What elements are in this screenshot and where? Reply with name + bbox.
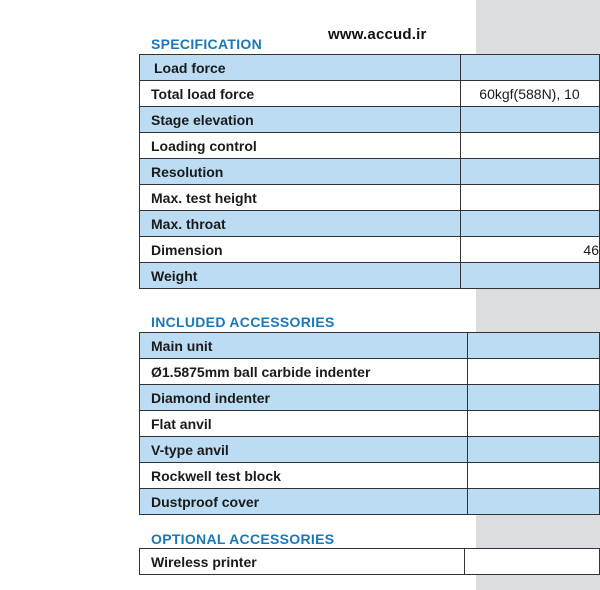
row-value — [461, 55, 600, 81]
row-label: Diamond indenter — [140, 385, 468, 411]
row-value — [461, 211, 600, 237]
table-row — [140, 437, 600, 463]
included-accessories-title: INCLUDED ACCESSORIES — [151, 314, 335, 330]
table-row — [140, 185, 600, 211]
row-label: Stage elevation — [140, 107, 461, 133]
row-value — [461, 185, 600, 211]
row-label: Weight — [140, 263, 461, 289]
table-row — [140, 549, 600, 575]
row-label: Resolution — [140, 159, 461, 185]
row-label: Ø1.5875mm ball carbide indenter — [140, 359, 468, 385]
row-label: Main unit — [140, 333, 468, 359]
row-value — [461, 159, 600, 185]
table-row — [140, 159, 600, 185]
row-label: Dustproof cover — [140, 489, 468, 515]
row-label: Dimension — [140, 237, 461, 263]
table-row — [140, 359, 600, 385]
table-row — [140, 263, 600, 289]
table-row — [140, 107, 600, 133]
row-label: Rockwell test block — [140, 463, 468, 489]
row-value — [468, 437, 600, 463]
table-row — [140, 133, 600, 159]
watermark-url: www.accud.ir — [328, 26, 427, 43]
row-value — [461, 133, 600, 159]
optional-accessories-table — [139, 548, 600, 575]
row-value — [468, 333, 600, 359]
row-value — [468, 489, 600, 515]
table-row — [140, 333, 600, 359]
row-label: Max. test height — [140, 185, 461, 211]
row-label: V-type anvil — [140, 437, 468, 463]
specification-table — [139, 54, 600, 289]
row-value — [468, 385, 600, 411]
row-label: Flat anvil — [140, 411, 468, 437]
table-row — [140, 81, 600, 107]
optional-accessories-title: OPTIONAL ACCESSORIES — [151, 531, 335, 547]
row-value — [461, 107, 600, 133]
row-label: Loading control — [140, 133, 461, 159]
row-value — [465, 549, 600, 575]
table-row — [140, 489, 600, 515]
row-value: 60kgf(588N), 10 — [461, 81, 600, 107]
row-value — [461, 263, 600, 289]
table-row — [140, 411, 600, 437]
row-value: 46 — [461, 237, 600, 263]
table-row — [140, 211, 600, 237]
table-row — [140, 385, 600, 411]
included-accessories-table — [139, 332, 600, 515]
row-label: Total load force — [140, 81, 461, 107]
table-row — [140, 463, 600, 489]
specification-title: SPECIFICATION — [151, 36, 262, 52]
row-value — [468, 411, 600, 437]
table-row — [140, 237, 600, 263]
row-label: Load force — [140, 55, 461, 81]
row-label: Max. throat — [140, 211, 461, 237]
table-row — [140, 55, 600, 81]
row-label: Wireless printer — [140, 549, 465, 575]
row-value — [468, 463, 600, 489]
row-value — [468, 359, 600, 385]
